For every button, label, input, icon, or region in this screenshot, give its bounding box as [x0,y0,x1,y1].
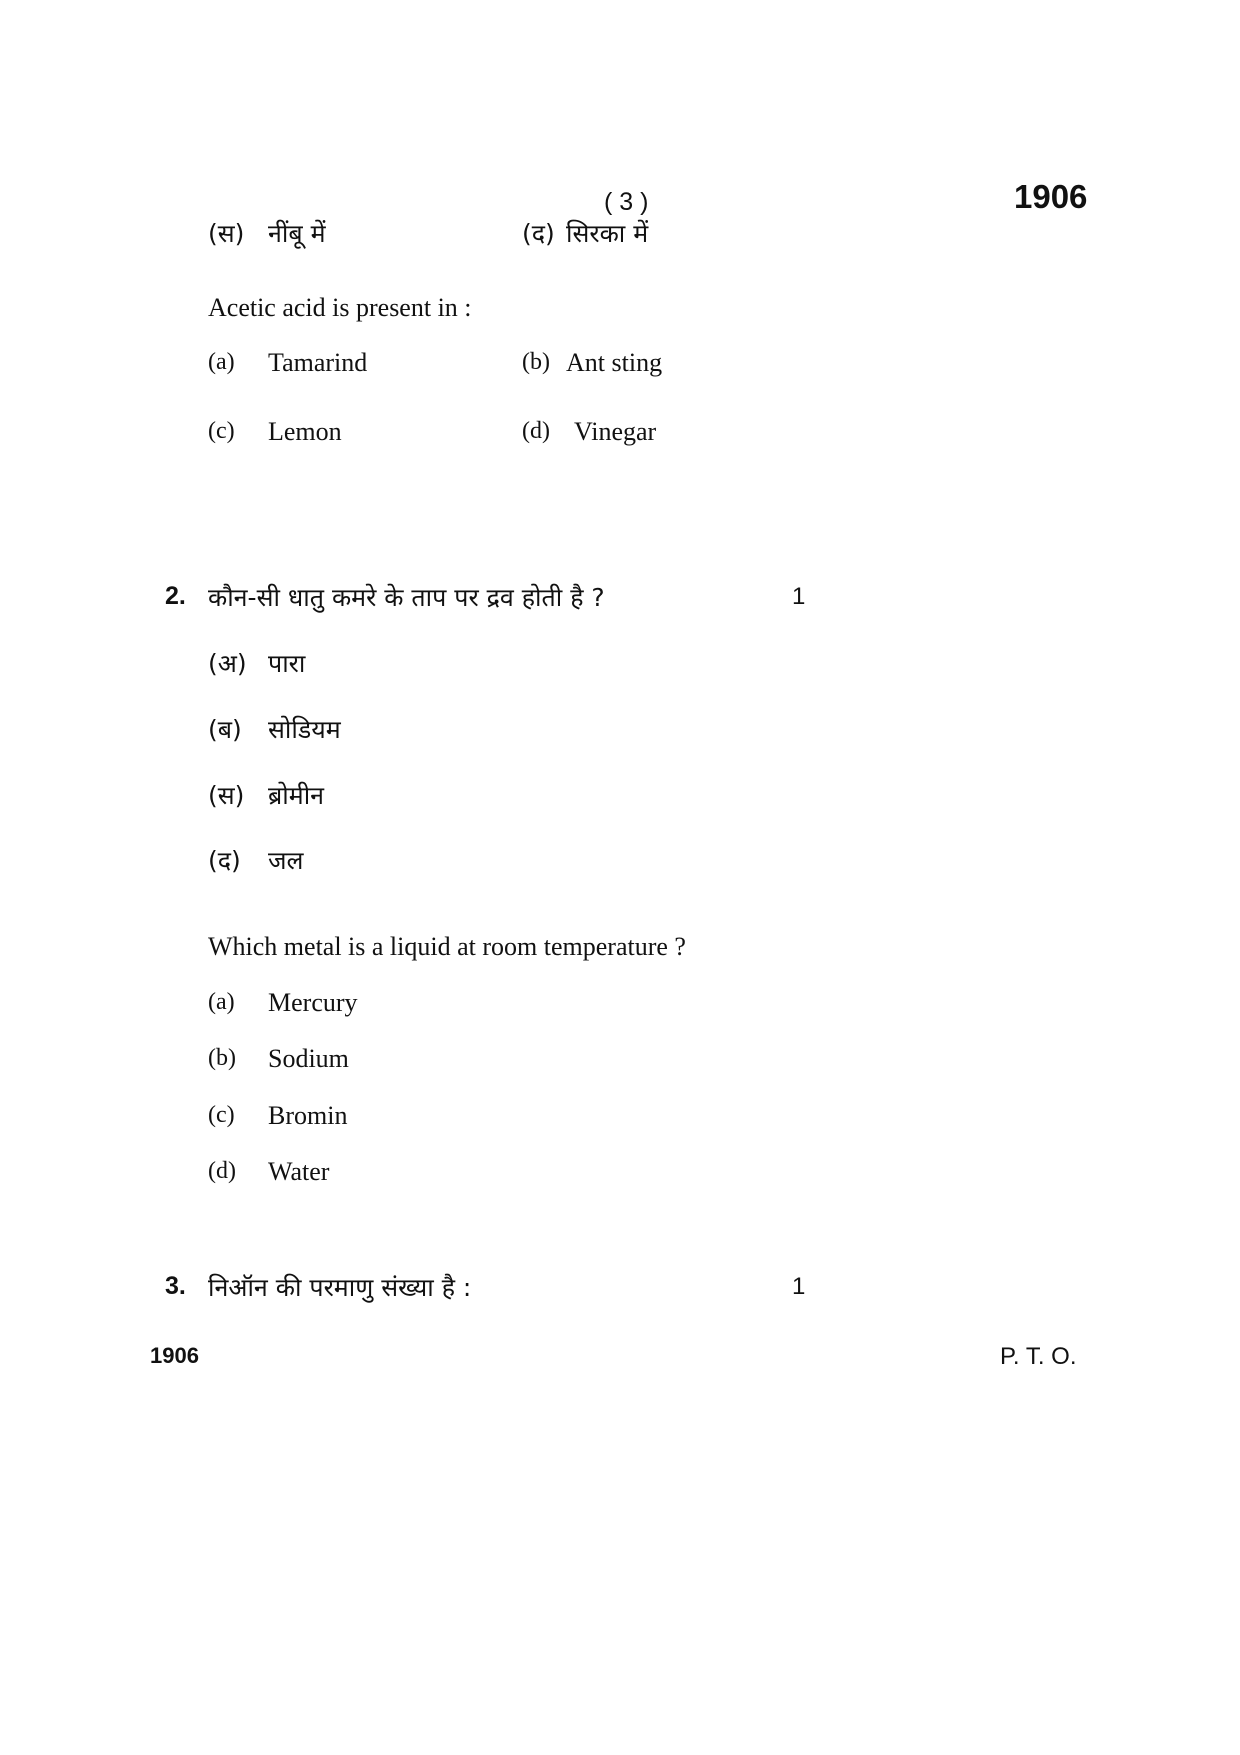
q2-option-text: Water [268,1157,330,1186]
q2-option-label: (c) [208,1102,235,1128]
q2-hindi-option-label: (ब) [208,715,242,744]
q1-option-label: (a) [208,349,235,375]
q2-english-question: Which metal is a liquid at room temperature ? [208,932,686,961]
q2-hindi-option-text: जल [268,846,304,875]
q1-option-text: Tamarind [268,348,368,377]
q1-hindi-option-text: सिरका में [566,219,649,248]
q2-hindi-option-label: (स) [208,781,245,810]
q3-marks: 1 [792,1273,806,1300]
pto-label: P. T. O. [1000,1343,1077,1370]
q2-number: 2. [165,582,186,610]
q3-number: 3. [165,1272,186,1300]
q1-hindi-option-label: (स) [208,219,245,248]
q1-option-text: Ant sting [566,348,663,377]
q3-hindi-question: निऑन की परमाणु संख्या है : [208,1273,472,1302]
q2-hindi-option-text: ब्रोमीन [268,781,325,810]
page-number: ( 3 ) [604,188,649,216]
q1-option-label: (d) [522,418,550,444]
q2-hindi-option-label: (द) [208,846,241,875]
q2-hindi-option-label: (अ) [208,649,247,678]
q2-option-label: (d) [208,1158,236,1184]
q2-marks: 1 [792,583,806,610]
paper-code-top: 1906 [1014,178,1088,215]
q2-hindi-option-text: पारा [268,649,306,678]
q1-option-label: (b) [522,349,550,375]
paper-code-bottom: 1906 [150,1343,199,1368]
q1-english-question: Acetic acid is present in : [208,293,472,322]
q2-option-label: (b) [208,1045,236,1071]
q1-option-text: Vinegar [574,417,657,446]
q2-option-text: Sodium [268,1044,349,1073]
q2-option-text: Mercury [268,988,358,1017]
q1-option-label: (c) [208,418,235,444]
q1-hindi-option-text: नींबू में [268,219,326,248]
q2-hindi-option-text: सोडियम [268,715,341,744]
q2-hindi-question: कौन-सी धातु कमरे के ताप पर द्रव होती है ? [208,583,605,612]
q1-option-text: Lemon [268,417,342,446]
q2-option-text: Bromin [268,1101,348,1130]
q2-option-label: (a) [208,989,235,1015]
q1-hindi-option-label: (द) [522,219,555,248]
